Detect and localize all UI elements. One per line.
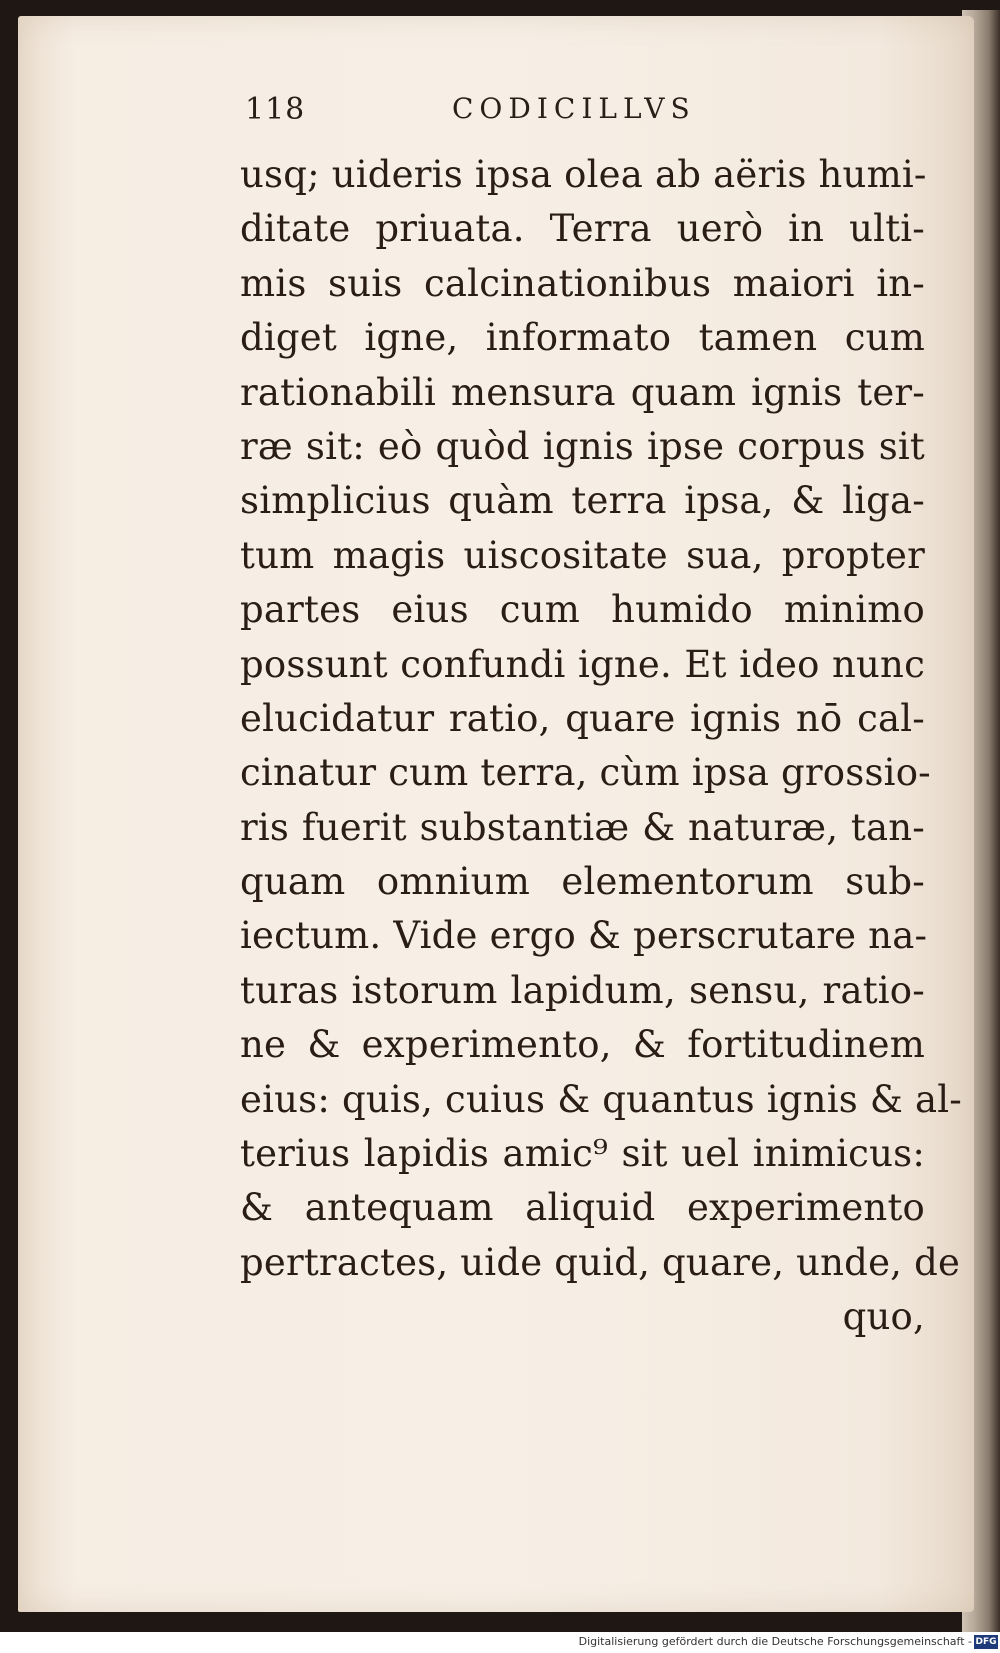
text-line: & antequam aliquid experimento [240, 1186, 925, 1230]
running-head [245, 92, 745, 136]
dfg-logo: DFG [975, 1637, 997, 1647]
funding-credit: Digitalisierung gefördert durch die Deutsche Forschungsgemeinschaft - [578, 1635, 972, 1648]
text-line: turas istorum lapidum, sensu, ratio- [240, 968, 925, 1012]
catchword: quo, [842, 1295, 925, 1339]
footer-bar [0, 1632, 1000, 1653]
text-line: possunt confundi igne. Et ideo nunc [240, 642, 925, 686]
text-line: ris fuerit substantiæ & naturæ, tan- [240, 805, 925, 849]
text-line: pertractes, uide quid, quare, unde, de [240, 1240, 961, 1284]
text-line: simplicius quàm terra ipsa, & liga- [240, 479, 925, 523]
text-line: cinatur cum terra, cùm ipsa grossio- [240, 751, 931, 795]
running-title: CODICILLVS [452, 92, 696, 125]
text-line: diget igne, informato tamen cum [240, 316, 925, 360]
text-line: ditate priuata. Terra uerò in ulti- [240, 207, 925, 251]
page-number: 118 [245, 92, 306, 127]
text-line: elucidatur ratio, quare ignis nō cal- [240, 696, 925, 740]
text-line: terius lapidis amic⁹ sit uel inimicus: [240, 1132, 925, 1176]
text-line: usq; uideris ipsa olea ab aëris humi- [240, 153, 927, 196]
text-line: ræ sit: eò quòd ignis ipse corpus sit [240, 424, 925, 468]
text-line: eius: quis, cuius & quantus ignis & al- [240, 1077, 962, 1121]
text-line: tum magis uiscositate sua, propter [240, 533, 925, 577]
text-line: rationabili mensura quam ignis ter- [240, 370, 925, 414]
body-text [240, 148, 962, 1345]
text-line: mis suis calcinationibus maiori in- [240, 261, 925, 305]
text-line: partes eius cum humido minimo [240, 588, 925, 632]
text-line: ne & experimento, & fortitudinem [240, 1023, 925, 1067]
text-line: iectum. Vide ergo & perscrutare na- [240, 914, 928, 958]
text-line: quam omnium elementorum sub- [240, 860, 925, 904]
